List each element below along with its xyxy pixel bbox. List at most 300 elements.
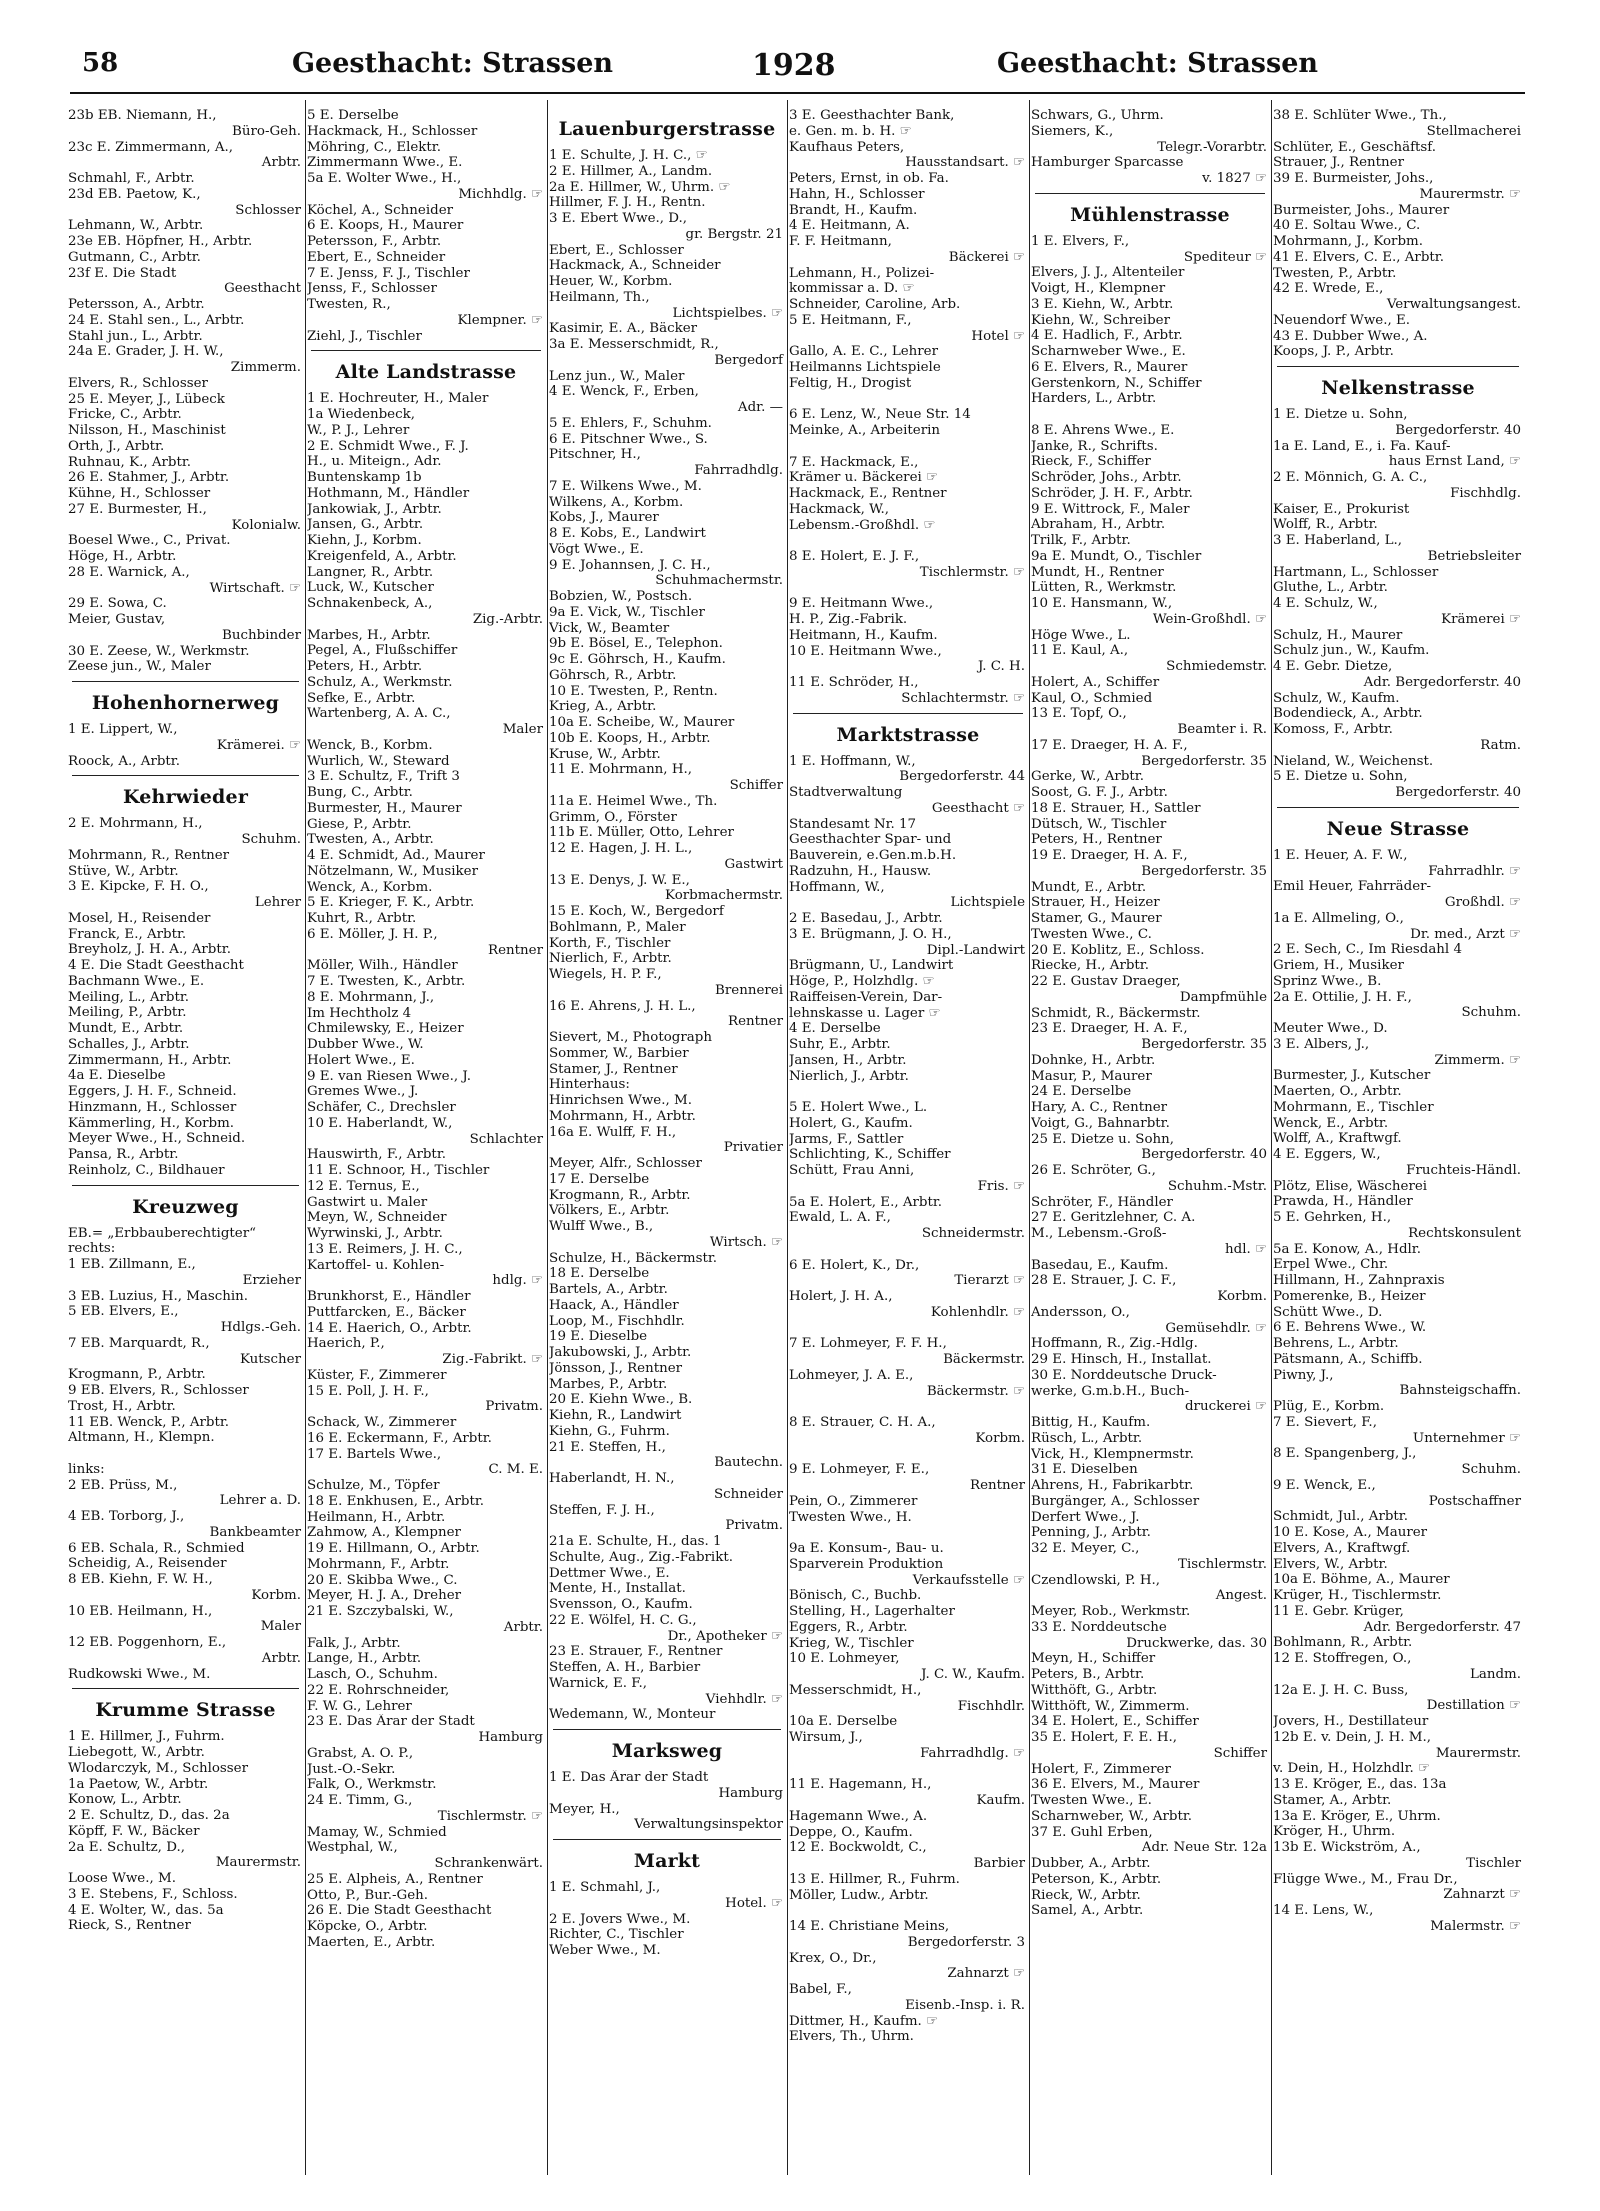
directory-column-4: [789, 108, 1027, 2178]
directory-entry: Bohlmann, R., Arbtr.: [1273, 1635, 1413, 1651]
directory-entry: 40 E. Soltau Wwe., C.: [1273, 218, 1421, 234]
directory-column-2: [307, 108, 545, 2178]
column-divider: [1271, 100, 1272, 2175]
directory-entry: werke, G.m.b.H., Buch-: [1031, 1383, 1190, 1399]
directory-entry: Lehrer: [254, 895, 301, 910]
directory-entry: Rentner: [728, 1014, 783, 1030]
directory-entry: Burmester, H., Maurer: [307, 800, 462, 816]
directory-entry: Fricke, C., Arbtr.: [68, 407, 182, 423]
directory-entry: Heilmanns Lichtspiele: [789, 360, 941, 375]
directory-entry: Mohrmann, J., Korbm.: [1273, 234, 1423, 249]
directory-entry: 5 E. Gehrken, H.,: [1273, 1210, 1392, 1225]
directory-entry: Sievert, M., Photograph: [549, 1030, 712, 1045]
directory-entry: Babel, F.,: [789, 1982, 852, 1997]
directory-entry: Abraham, H., Arbtr.: [1031, 517, 1166, 533]
directory-entry: Lichtspielbes. ☞: [672, 305, 783, 321]
directory-entry: Schuhm.: [241, 832, 301, 847]
directory-entry: Gastwirt u. Maler: [307, 1194, 428, 1210]
directory-entry: Scheidig, A., Reisender: [68, 1556, 227, 1572]
directory-entry: Lebensm.-Großhdl. ☞: [789, 517, 936, 533]
directory-entry: Maler: [260, 1619, 301, 1635]
directory-entry: 6 E. Lenz, W., Neue Str. 14: [789, 407, 971, 423]
directory-entry: Plötz, Elise, Wäscherei: [1273, 1178, 1428, 1194]
directory-entry: Lange, H., Arbtr.: [307, 1651, 422, 1667]
directory-entry: 5 E. Dietze u. Sohn,: [1273, 769, 1408, 785]
directory-entry: Heilmann, H., Arbtr.: [307, 1509, 446, 1525]
directory-entry: Geesthacht ☞: [931, 800, 1025, 816]
directory-entry: Jovers, H., Destillateur: [1273, 1714, 1429, 1729]
directory-entry: 6 E. Pitschner Wwe., S.: [549, 431, 708, 447]
directory-entry: 9c E. Göhrsch, H., Kaufm.: [549, 652, 726, 667]
directory-entry: Zahnarzt ☞: [947, 1966, 1025, 1982]
directory-entry: 15 E. Poll, J. H. F.,: [307, 1383, 429, 1399]
directory-entry: hdlg. ☞: [492, 1273, 543, 1289]
directory-entry: Küster, F., Zimmerer: [307, 1367, 447, 1383]
directory-entry: Schiffer: [1213, 1745, 1267, 1761]
directory-entry: Stamer, A., Arbtr.: [1273, 1792, 1392, 1808]
directory-entry: Grimm, O., Förster: [549, 809, 677, 825]
directory-entry: Tischlermstr.: [1178, 1556, 1267, 1572]
directory-entry: 14 E. Christiane Meins,: [789, 1919, 950, 1934]
directory-entry: Sefke, E., Arbtr.: [307, 690, 416, 706]
directory-entry: Hillmer, F. J. H., Rentn.: [549, 195, 706, 211]
directory-entry: [789, 439, 1027, 455]
directory-entry: 31 E. Dieselben: [1031, 1462, 1138, 1478]
directory-entry: Schmiedemstr.: [1166, 659, 1267, 674]
directory-entry: Emil Heuer, Fahrräder-: [1273, 879, 1432, 895]
directory-entry: 11 E. Schnoor, H., Tischler: [307, 1163, 490, 1178]
directory-entry: Kohlenhdlr. ☞: [930, 1304, 1025, 1320]
directory-entry: Jankowiak, J., Arbtr.: [307, 501, 442, 517]
street-heading: Markt: [633, 1850, 701, 1872]
directory-entry: H., u. Miteign., Adr.: [307, 454, 442, 470]
directory-entry: Kaufhaus Peters,: [789, 139, 905, 155]
directory-entry: Zimmermann Wwe., E.: [307, 155, 463, 171]
directory-entry: Brügmann, U., Landwirt: [789, 958, 954, 974]
directory-entry: links:: [68, 1461, 105, 1477]
directory-entry: Falk, J., Arbtr.: [307, 1635, 401, 1651]
directory-entry: 11 EB. Wenck, P., Arbtr.: [68, 1414, 230, 1430]
directory-entry: Schuhm.: [1461, 1462, 1521, 1477]
directory-entry: Wirsum, J.,: [789, 1730, 863, 1745]
directory-entry: Elvers, Th., Uhrm.: [789, 2029, 914, 2045]
column-divider: [305, 100, 306, 2175]
street-heading: Neue Strasse: [1326, 817, 1470, 840]
directory-entry: 16 E. Ahrens, J. H. L.,: [549, 998, 696, 1014]
directory-entry: Giese, P., Arbtr.: [307, 816, 412, 832]
directory-entry: [789, 1321, 1027, 1337]
directory-entry: Maurermstr.: [215, 1855, 301, 1871]
directory-entry: Stahl jun., L., Arbtr.: [68, 328, 203, 344]
directory-entry: 1 E. Hoffmann, W.,: [789, 753, 916, 769]
directory-entry: 7 E. Hackmack, E.,: [789, 454, 919, 470]
directory-entry: Barbier: [973, 1856, 1025, 1871]
directory-entry: Gluthe, L., Arbtr.: [1273, 580, 1388, 596]
directory-entry: Schneider, Caroline, Arb.: [789, 297, 961, 312]
directory-entry: 11 E. Schröder, H.,: [789, 675, 919, 690]
directory-entry: J. C. W., Kaufm.: [921, 1667, 1025, 1682]
directory-entry: Maerten, O., Arbtr.: [1273, 1084, 1402, 1099]
directory-entry: Schröder, Johs., Arbtr.: [1031, 470, 1182, 485]
directory-entry: 21 E. Steffen, H.,: [549, 1439, 666, 1455]
section-divider: [553, 1729, 781, 1730]
directory-entry: Mundt, E., Arbtr.: [1031, 879, 1147, 895]
directory-entry: Buntenskamp 1b: [307, 470, 422, 485]
directory-entry: druckerei ☞: [1184, 1399, 1267, 1415]
directory-entry: 22 E. Rohrschneider,: [307, 1682, 450, 1698]
directory-entry: Puttfarcken, E., Bäcker: [307, 1304, 466, 1320]
directory-entry: 39 E. Burmeister, Johs.,: [1273, 171, 1434, 186]
directory-entry: Peters, H., Rentner: [1031, 832, 1162, 848]
directory-entry: Meinke, A., Arbeiterin: [789, 423, 940, 438]
directory-entry: Czendlowski, P. H.,: [1031, 1572, 1161, 1588]
directory-entry: 11 E. Mohrmann, H.,: [549, 762, 693, 778]
section-divider: [553, 1839, 781, 1840]
directory-entry: [789, 392, 1027, 408]
directory-entry: Steffen, F. J. H.,: [549, 1502, 655, 1518]
directory-entry: 1 E. Lippert, W.,: [68, 722, 178, 737]
directory-entry: Mohrmann, R., Rentner: [68, 847, 230, 863]
directory-entry: [789, 1447, 1027, 1463]
directory-entry: Samel, A., Arbtr.: [1031, 1903, 1144, 1919]
directory-entry: Meyer, Alfr., Schlosser: [549, 1156, 702, 1171]
directory-entry: Krieg, W., Tischler: [789, 1635, 914, 1651]
directory-entry: Wurlich, W., Steward: [307, 753, 450, 769]
directory-entry: Scharnweber, W., Arbtr.: [1031, 1808, 1193, 1824]
street-heading: Nelkenstrasse: [1321, 377, 1475, 399]
directory-entry: Suhr, E., Arbtr.: [789, 1037, 891, 1052]
directory-entry: 9 E. Wenck, E.,: [1273, 1477, 1376, 1493]
directory-entry: Lohmeyer, J. A. E.,: [789, 1367, 914, 1383]
directory-entry: Deppe, O., Kaufm.: [789, 1824, 913, 1840]
directory-entry: 26 E. Die Stadt Geesthacht: [307, 1903, 492, 1919]
directory-entry: Jansen, H., Arbtr.: [789, 1052, 907, 1068]
directory-entry: Lehrer a. D.: [219, 1493, 301, 1509]
directory-entry: Lasch, O., Schuhm.: [307, 1667, 438, 1682]
directory-entry: Schlichting, K., Schiffer: [789, 1147, 951, 1163]
directory-entry: Korbmachermstr.: [665, 888, 783, 904]
directory-entry: Rechtskonsulent: [1408, 1225, 1521, 1241]
directory-entry: Schulz, A., Werkmstr.: [307, 674, 453, 690]
directory-entry: Lehmann, H., Polizei-: [789, 265, 935, 281]
directory-entry: Schröder, J. H. F., Arbtr.: [1031, 485, 1193, 501]
running-title-right: Geesthacht: Strassen: [997, 48, 1319, 79]
directory-entry: 13a E. Kröger, E., Uhrm.: [1273, 1808, 1441, 1824]
directory-entry: Holert, G., Kaufm.: [789, 1115, 913, 1131]
directory-entry: Meyer, H.,: [549, 1801, 620, 1817]
directory-entry: Janke, R., Schrifts.: [1031, 438, 1158, 454]
directory-entry: 13 E. Kröger, E., das. 13a: [1273, 1777, 1447, 1792]
directory-entry: Raiffeisen-Verein, Dar-: [789, 989, 943, 1005]
directory-entry: Ewald, L. A. F.,: [789, 1210, 891, 1226]
directory-entry: Jakubowski, J., Arbtr.: [549, 1345, 692, 1360]
directory-entry: Ziehl, J., Tischler: [307, 328, 422, 344]
directory-entry: 1a E. Allmeling, O.,: [1273, 910, 1404, 926]
directory-entry: v. Dein, H., Holzhdlr. ☞: [1273, 1761, 1431, 1777]
directory-entry: 34 E. Holert, E., Schiffer: [1031, 1714, 1199, 1730]
directory-entry: 17 E. Draeger, H. A. F.,: [1031, 737, 1188, 753]
directory-entry: Korth, F., Tischler: [549, 935, 671, 951]
directory-entry: 11 E. Kaul, A.,: [1031, 643, 1129, 659]
directory-entry: 3 E. Stebens, F., Schloss.: [68, 1886, 238, 1902]
directory-entry: Komoss, F., Arbtr.: [1273, 722, 1393, 737]
directory-entry: 35 E. Holert, F. E. H.,: [1031, 1730, 1178, 1745]
directory-entry: Mundt, H., Rentner: [1031, 564, 1164, 580]
directory-entry: [789, 1525, 1027, 1541]
directory-entry: Haberlandt, H. N.,: [549, 1471, 675, 1486]
directory-entry: 12 E. Ternus, E.,: [307, 1178, 420, 1194]
directory-entry: Trilk, F., Arbtr.: [1031, 533, 1131, 548]
directory-entry: Meiling, L., Arbtr.: [68, 989, 190, 1005]
directory-entry: Reinholz, C., Bildhauer: [68, 1162, 225, 1178]
directory-entry: Mundt, E., Arbtr.: [68, 1021, 184, 1036]
directory-entry: Twesten, P., Arbtr.: [1273, 265, 1397, 281]
directory-entry: Heilmann, Th.,: [549, 289, 650, 305]
directory-entry: Wenck, A., Korbm.: [307, 879, 433, 895]
directory-entry: Trost, H., Arbtr.: [68, 1398, 176, 1414]
directory-entry: Dubber Wwe., W.: [307, 1037, 424, 1052]
directory-entry: Erpel Wwe., Chr.: [1273, 1257, 1389, 1273]
directory-entry: 8 E. Strauer, C. H. A.,: [789, 1415, 936, 1430]
directory-entry: Lichtspiele: [950, 895, 1025, 911]
directory-entry: Maurermstr.: [1435, 1745, 1521, 1761]
directory-entry: 4 E. Eggers, W.,: [1273, 1147, 1381, 1162]
street-heading: Krumme Strasse: [95, 1699, 276, 1722]
directory-entry: 27 E. Burmester, H.,: [68, 501, 207, 517]
directory-entry: Kämmerling, H., Korbm.: [68, 1115, 235, 1131]
directory-entry: Adr. Bergedorferstr. 47: [1363, 1619, 1521, 1635]
directory-entry: Fahrradhlr. ☞: [1428, 863, 1521, 879]
directory-entry: Bergedorf: [714, 352, 783, 368]
directory-entry: 4 E. Die Stadt Geesthacht: [68, 958, 244, 973]
directory-entry: Flügge Wwe., M., Frau Dr.,: [1273, 1871, 1458, 1887]
directory-entry: 18 E. Strauer, H., Sattler: [1031, 800, 1201, 816]
directory-entry: Bergedorferstr. 35: [1141, 863, 1267, 879]
directory-entry: 10a E. Scheibe, W., Maurer: [549, 715, 735, 730]
directory-entry: Schneider: [713, 1486, 783, 1502]
directory-entry: 1 E. Schulte, J. H. C., ☞: [549, 148, 708, 163]
directory-entry: Geesthachter Spar- und: [789, 832, 952, 848]
directory-entry: Meiling, P., Arbtr.: [68, 1005, 187, 1021]
directory-entry: Grabst, A. O. P.,: [307, 1745, 414, 1761]
directory-entry: Hinzmann, H., Schlosser: [68, 1099, 237, 1115]
directory-entry: Koops, J. P., Arbtr.: [1273, 344, 1394, 360]
directory-entry: Arbtr.: [261, 155, 301, 171]
directory-entry: Bartels, A., Arbtr.: [549, 1282, 668, 1297]
directory-entry: Rentner: [488, 942, 543, 958]
directory-entry: Hoffmann, R., Zig.-Hdlg.: [1031, 1336, 1198, 1352]
directory-entry: Verkaufsstelle ☞: [912, 1572, 1025, 1588]
directory-entry: 1 E. Dietze u. Sohn,: [1273, 407, 1408, 422]
directory-entry: 13b E. Wickström, A.,: [1273, 1840, 1421, 1855]
directory-entry: Hahn, H., Schlosser: [789, 186, 925, 202]
directory-entry: Schütt Wwe., D.: [1273, 1304, 1383, 1320]
directory-entry: 1 E. Schmahl, J.,: [549, 1880, 661, 1895]
directory-entry: 4 E. Derselbe: [789, 1021, 881, 1037]
directory-entry: Stamer, J., Rentner: [549, 1061, 678, 1077]
directory-entry: 7 E. Jenss, F. J., Tischler: [307, 265, 470, 281]
directory-entry: [789, 1242, 1027, 1258]
directory-entry: 22 E. Wölfel, H. C. G.,: [549, 1612, 697, 1628]
directory-entry: Petersson, F., Arbtr.: [307, 234, 442, 249]
directory-entry: 25 E. Dietze u. Sohn,: [1031, 1131, 1175, 1147]
directory-entry: Jansen, G., Arbtr.: [307, 517, 424, 533]
directory-entry: Bergedorferstr. 3: [907, 1934, 1025, 1950]
directory-entry: Wenck, B., Korbm.: [307, 737, 433, 753]
directory-entry: 11 E. Gebr. Krüger,: [1273, 1603, 1404, 1619]
directory-entry: Korbm.: [251, 1587, 301, 1603]
directory-entry: Wolff, R., Arbtr.: [1273, 517, 1378, 533]
directory-entry: [789, 1762, 1027, 1778]
directory-entry: 4 E. Wolter, W., das. 5a: [68, 1902, 224, 1918]
directory-entry: 1 EB. Zillmann, E.,: [68, 1257, 196, 1272]
directory-entry: Fris. ☞: [977, 1178, 1025, 1194]
directory-entry: Destillation ☞: [1426, 1698, 1521, 1714]
directory-entry: 43 E. Dubber Wwe., A.: [1273, 328, 1428, 344]
directory-entry: 19 E. Dieselbe: [549, 1329, 648, 1345]
directory-entry: 12a E. J. H. C. Buss,: [1273, 1682, 1409, 1698]
directory-entry: Verwaltungsangest.: [1386, 297, 1521, 312]
directory-entry: Kasimir, E. A., Bäcker: [549, 321, 698, 337]
directory-entry: Bachmann Wwe., E.: [68, 973, 205, 989]
directory-entry: Ruhnau, K., Arbtr.: [68, 454, 192, 470]
header-rule: [70, 92, 1525, 94]
directory-entry: Rudkowski Wwe., M.: [68, 1666, 211, 1682]
directory-entry: Elvers, J. J., Altenteiler: [1031, 265, 1185, 281]
directory-entry: Mamay, W., Schmied: [307, 1824, 447, 1840]
directory-entry: Tierarzt ☞: [954, 1273, 1025, 1289]
directory-entry: kommissar a. D. ☞: [789, 281, 915, 297]
directory-entry: Tischler: [1466, 1855, 1521, 1871]
street-heading: Lauenburgerstrasse: [558, 118, 776, 140]
directory-entry: 23f E. Die Stadt: [68, 265, 177, 281]
directory-entry: 27 E. Geritzlehner, C. A.: [1031, 1210, 1196, 1226]
directory-entry: 5a E. Holert, E., Arbtr.: [789, 1194, 943, 1210]
directory-entry: Schulz, H., Maurer: [1273, 627, 1403, 643]
directory-entry: 3 E. Kipcke, F. H. O.,: [68, 879, 209, 895]
directory-entry: Schrankenwärt.: [434, 1856, 543, 1871]
directory-entry: Dütsch, W., Tischler: [1031, 816, 1167, 832]
directory-entry: Bäckerei ☞: [948, 249, 1025, 265]
directory-entry: Altmann, H., Klempn.: [68, 1430, 215, 1446]
directory-column-6: [1273, 108, 1523, 2178]
directory-entry: [68, 1446, 303, 1462]
directory-entry: Burmeister, Johs., Maurer: [1273, 202, 1450, 218]
directory-entry: Vick, W., Beamter: [549, 620, 670, 636]
directory-entry: 2 E. Mohrmann, H.,: [68, 816, 203, 832]
section-divider: [72, 1185, 299, 1186]
directory-entry: Vögt Wwe., E.: [549, 541, 644, 557]
directory-entry: 4 E. Wenck, F., Erben,: [549, 384, 699, 400]
directory-entry: Breyholz, J. H. A., Arbtr.: [68, 942, 231, 958]
directory-entry: Boesel Wwe., C., Privat.: [68, 533, 231, 549]
directory-entry: Nierlich, F., Arbtr.: [549, 951, 672, 967]
directory-entry: EB.= „Erbbauberechtigter“: [68, 1225, 256, 1241]
directory-entry: 1 E. Das Ärar der Stadt: [549, 1770, 709, 1785]
directory-entry: haus Ernst Land, ☞: [1388, 454, 1521, 470]
directory-entry: Westphal, W.,: [307, 1840, 398, 1856]
directory-entry: Mente, H., Installat.: [549, 1581, 686, 1597]
directory-entry: Lütten, R., Werkmstr.: [1031, 580, 1177, 596]
street-heading: Marktstrasse: [836, 723, 980, 746]
directory-entry: 4 E. Hadlich, F., Arbtr.: [1031, 328, 1183, 344]
directory-entry: v. 1827 ☞: [1202, 171, 1267, 186]
directory-entry: Wirtsch. ☞: [709, 1234, 783, 1250]
directory-entry: Schütt, Frau Anni,: [789, 1163, 915, 1178]
directory-entry: Holert, F., Zimmerer: [1031, 1761, 1171, 1777]
directory-entry: 6 EB. Schala, R., Schmied: [68, 1540, 245, 1556]
directory-entry: Meier, Gustav,: [68, 612, 166, 627]
directory-entry: Nierlich, J., Arbtr.: [789, 1068, 909, 1084]
directory-entry: Tischlermstr. ☞: [919, 564, 1025, 580]
directory-entry: Hackmack, A., Schneider: [549, 258, 721, 274]
directory-entry: 6 E. Holert, K., Dr.,: [789, 1257, 920, 1273]
directory-entry: Peters, B., Arbtr.: [1031, 1667, 1145, 1682]
directory-entry: 2 E. Jovers Wwe., M.: [549, 1911, 691, 1927]
street-heading: Hohenhornerweg: [91, 692, 280, 714]
directory-entry: 2 E. Basedau, J., Arbtr.: [789, 911, 943, 926]
directory-entry: Scharnweber Wwe., E.: [1031, 344, 1186, 359]
directory-entry: Hotel ☞: [971, 328, 1025, 344]
directory-entry: Behrens, L., Arbtr.: [1273, 1336, 1399, 1351]
directory-entry: 24 E. Derselbe: [1031, 1084, 1132, 1100]
directory-entry: Dubber, A., Arbtr.: [1031, 1856, 1151, 1871]
directory-entry: Eggers, R., Arbtr.: [789, 1619, 908, 1635]
directory-entry: 5 E. Holert Wwe., L.: [789, 1100, 928, 1115]
directory-entry: Bauverein, e.Gen.m.b.H.: [789, 848, 957, 863]
directory-entry: Pansa, R., Arbtr.: [68, 1147, 179, 1162]
directory-entry: Privatier: [723, 1140, 783, 1156]
directory-entry: Schulze, M., Töpfer: [307, 1478, 440, 1493]
directory-entry: 14 E. Haerich, O., Arbtr.: [307, 1320, 472, 1336]
directory-entry: Harders, L., Arbtr.: [1031, 391, 1157, 407]
directory-entry: Mohrmann, E., Tischler: [1273, 1099, 1434, 1115]
directory-entry: Krämer u. Bäckerei ☞: [789, 470, 939, 486]
directory-entry: Michhdlg. ☞: [458, 186, 543, 202]
directory-entry: Völkers, E., Arbtr.: [549, 1203, 670, 1219]
directory-entry: Bahnsteigschaffn.: [1399, 1383, 1521, 1399]
directory-entry: Pegel, A., Flußschiffer: [307, 643, 458, 659]
directory-entry: 38 E. Schlüter Wwe., Th.,: [1273, 108, 1447, 123]
directory-entry: 5 E. Ehlers, F., Schuhm.: [549, 415, 712, 431]
directory-entry: Bohlmann, P., Maler: [549, 919, 686, 935]
directory-entry: Eisenb.-Insp. i. R.: [905, 1997, 1025, 2013]
directory-entry: Hoffmann, W.,: [789, 879, 885, 895]
directory-entry: Schmahl, F., Arbtr.: [68, 171, 195, 186]
directory-entry: Meuter Wwe., D.: [1273, 1021, 1388, 1036]
directory-entry: Großhdl. ☞: [1444, 895, 1521, 910]
directory-entry: Krieg, A., Arbtr.: [549, 699, 657, 715]
directory-entry: Bobzien, W., Postsch.: [549, 589, 693, 604]
directory-entry: Holert, A., Schiffer: [1031, 674, 1160, 690]
directory-entry: Schröter, F., Händler: [1031, 1194, 1173, 1210]
directory-entry: 10 E. Lohmeyer,: [789, 1651, 900, 1667]
directory-entry: Bergedorferstr. 35: [1141, 1037, 1267, 1052]
directory-entry: Falk, O., Werkmstr.: [307, 1777, 437, 1793]
directory-entry: Fruchteis-Händl.: [1406, 1162, 1521, 1178]
directory-entry: Meyn, H., Schiffer: [1031, 1651, 1156, 1667]
column-divider: [787, 100, 788, 2175]
directory-entry: Höge Wwe., L.: [1031, 627, 1131, 643]
directory-entry: Just.-O.-Sekr.: [307, 1761, 396, 1777]
directory-entry: 24 E. Stahl sen., L., Arbtr.: [68, 312, 245, 328]
directory-entry: Prawda, H., Händler: [1273, 1194, 1413, 1210]
directory-entry: Wein-Großhdl. ☞: [1152, 611, 1267, 627]
directory-entry: 2 E. Schmidt Wwe., F. J.: [307, 438, 469, 454]
directory-entry: 10 E. Twesten, P., Rentn.: [549, 683, 718, 699]
directory-entry: Im Hechtholz 4: [307, 1005, 412, 1021]
directory-entry: Zig.-Fabrikt. ☞: [442, 1352, 543, 1367]
